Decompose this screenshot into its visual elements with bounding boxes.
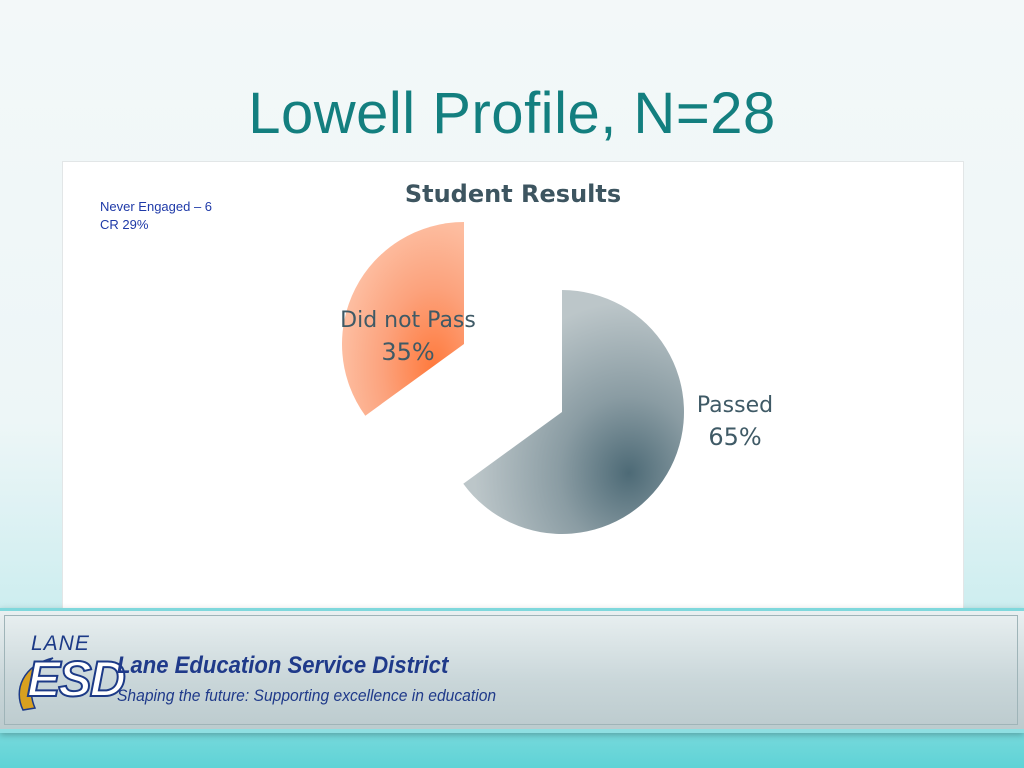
org-name: Lane Education Service District (117, 652, 449, 679)
logo-lane-text: LANE (31, 632, 90, 655)
footer-banner (0, 608, 1024, 733)
slice-value-did-not-pass: 35% (381, 338, 435, 366)
chart-title: Student Results (404, 180, 622, 208)
chart-panel (62, 161, 964, 609)
slice-label-did-not-pass: Did not Pass (340, 308, 476, 333)
slide-title: Lowell Profile, N=28 (248, 81, 776, 146)
note-line-cr: CR 29% (100, 217, 149, 232)
note-line-never-engaged: Never Engaged – 6 (100, 199, 213, 214)
slice-label-passed: Passed (696, 393, 774, 418)
logo-esd-text: ESD (27, 651, 124, 707)
slice-value-passed: 65% (708, 423, 762, 451)
pie-slice-passed (463, 290, 684, 534)
pie-chart (63, 162, 963, 608)
lane-esd-logo (13, 630, 124, 722)
footer-inner (4, 615, 1018, 725)
org-tagline: Shaping the future: Supporting excellence in education (117, 686, 497, 705)
